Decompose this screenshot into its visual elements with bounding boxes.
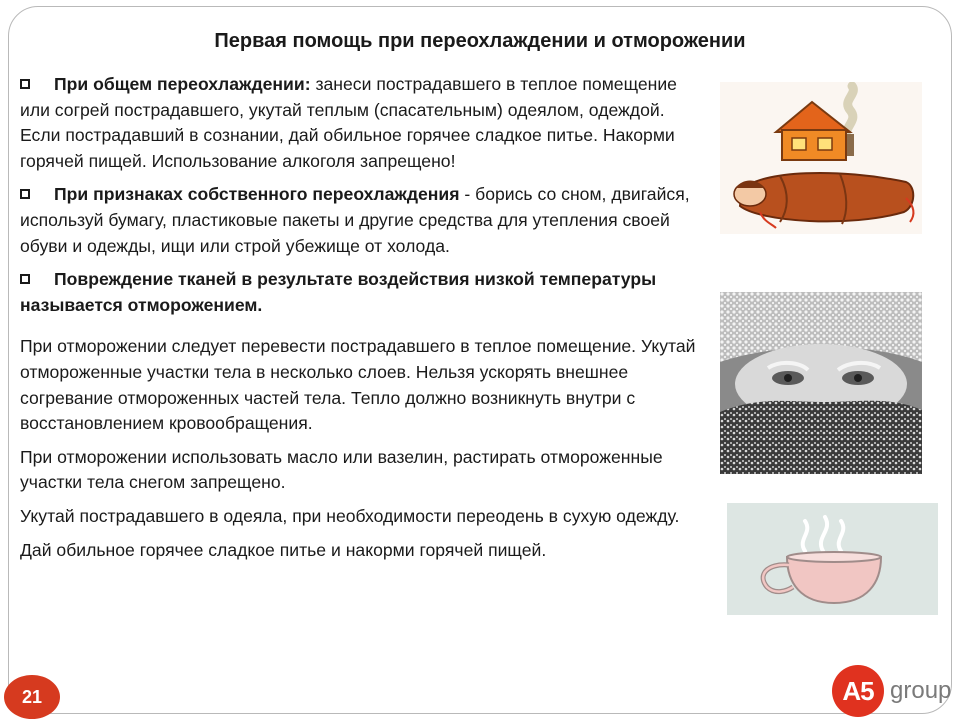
logo-text: group [890,677,952,704]
bullet-heading: При признаках собственного переохлаждения [54,184,460,205]
house-sleeping-bag-illustration [720,82,922,234]
slide-title: Первая помощь при переохлаждении и отморожении [214,30,746,52]
paragraph-hot-drink: Дай обильное горячее сладкое питье и накорми горячей пищей. [20,539,547,560]
hot-cup-icon [727,503,938,615]
bullet-text: занеси пострадавшего в теплое помещение или согрей пострадавшего, укутай теплым (спасательным) одеялом, одеждой. Если пострадавший в сознании, дай обильное горячее сладкое питье. Накорми горячей пищей. Использование алкоголя запрещено! [20,74,677,171]
bullet-heading: Повреждение тканей в результате воздействия низкой температуры называется отморожением. [20,269,657,315]
paragraph-blankets: Укутай пострадавшего в одеяла, при необходимости переодень в сухую одежду. [20,505,680,526]
frosted-face-icon [720,292,922,474]
paragraph-forbidden: При отморожении использовать масло или вазелин, растирать отмороженные участки тела снегом запрещено. [20,446,663,493]
a5-group-logo [830,665,960,720]
bullet-own-hypothermia [20,182,700,259]
logo-mark: A5 [832,665,884,717]
hot-cup-illustration [727,503,938,615]
checkbox-bullet-icon [20,274,30,284]
page-number-badge: 21 [4,675,60,719]
paragraph-frostbite-aid: При отморожении следует перевести пострадавшего в теплое помещение. Укутай отмороженные участки тела в несколько слоев. Нельзя ускорять внешнее согревание отмороженных частей тела. Тепло должно возникнуть внутри с восстановлением кровообращения. [20,336,696,434]
bullet-general-hypothermia [20,72,700,174]
frosted-face-photo [720,292,922,474]
bullet-text: - борись со сном, двигайся, используй бумагу, пластиковые пакеты и другие средства для утепления своей обуви и одежды, ищи или строй убежище от холода. [20,184,690,256]
checkbox-bullet-icon [20,79,30,89]
slide-content [20,72,700,571]
bullet-frostbite-definition [20,267,700,318]
house-sleeping-bag-icon [720,82,922,234]
bullet-heading: При общем переохлаждении: [54,74,311,94]
checkbox-bullet-icon [20,189,30,199]
